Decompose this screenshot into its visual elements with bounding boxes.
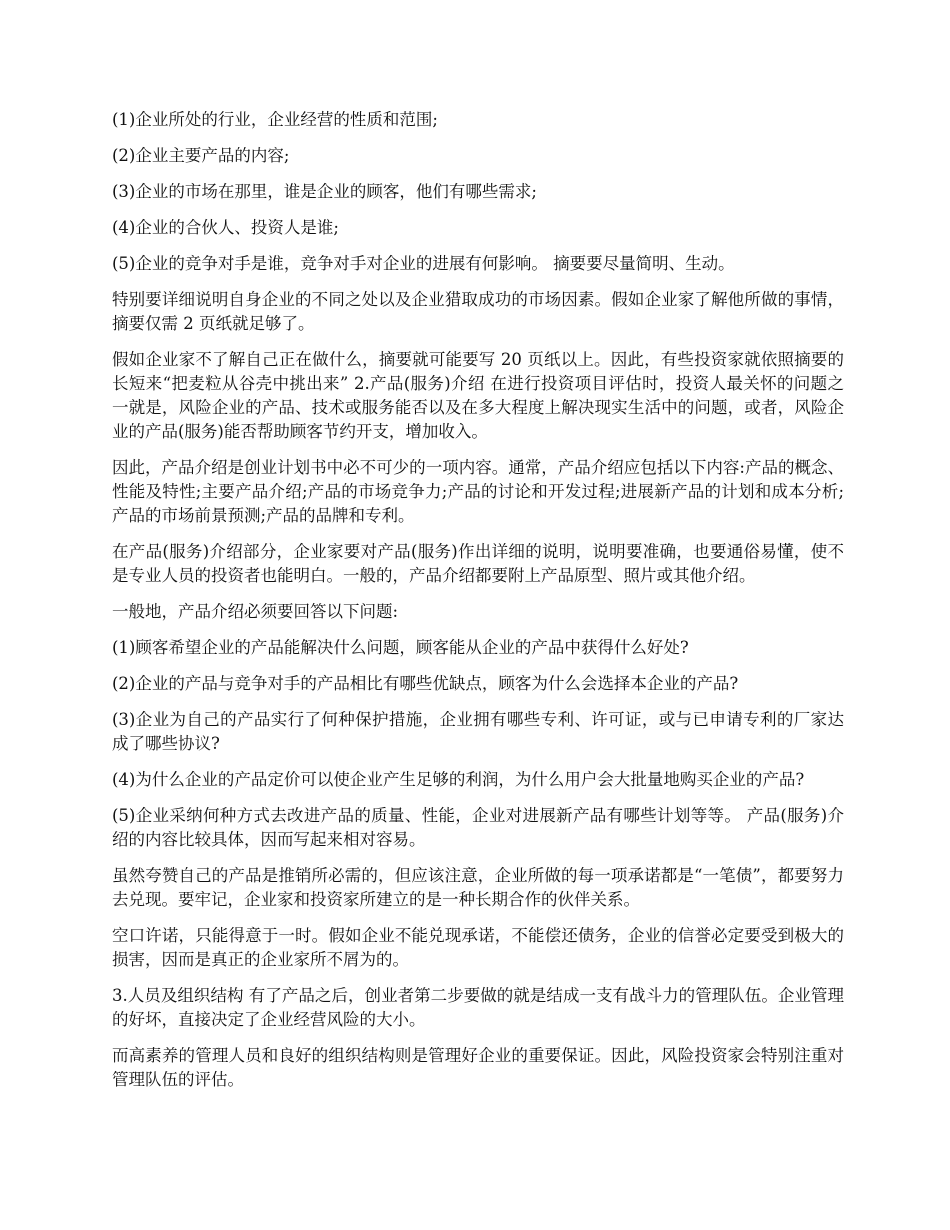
- paragraph-credibility: 空口许诺，只能得意于一时。假如企业不能兑现承诺，不能偿还债务，企业的信誉必定要受到极大的损害，因而是真正的企业家所不屑为的。: [112, 926, 844, 969]
- paragraph-item-4: (4)企业的合伙人、投资人是谁;: [112, 218, 339, 237]
- paragraph-team-structure: 3.人员及组织结构 有了产品之后，创业者第二步要做的就是结成一支有战斗力的管理队伍。企业管理的好坏，直接决定了企业经营风险的大小。: [112, 986, 844, 1029]
- question-item-3: (3)企业为自己的产品实行了何种保护措施，企业拥有哪些专利、许可证，或与已申请专利的厂家达成了哪些协议?: [112, 710, 844, 753]
- question-item-2: (2)企业的产品与竞争对手的产品相比有哪些优缺点，顾客为什么会选择本企业的产品?: [112, 674, 739, 693]
- question-item-1: (1)顾客希望企业的产品能解决什么问题，顾客能从企业的产品中获得什么好处?: [112, 638, 689, 657]
- paragraph-item-1: (1)企业所处的行业，企业经营的性质和范围;: [112, 110, 438, 129]
- paragraph-promises: 虽然夸赞自己的产品是推销所必需的，但应该注意，企业所做的每一项承诺都是“一笔债”，都要努力去兑现。要牢记，企业家和投资家所建立的是一种长期合作的伙伴关系。: [112, 866, 844, 909]
- paragraph-item-5: (5)企业的竞争对手是谁，竞争对手对企业的进展有何影响。 摘要要尽量简明、生动。: [112, 254, 735, 273]
- paragraph-product-intro-contents: 因此，产品介绍是创业计划书中必不可少的一项内容。通常，产品介绍应包括以下内容:产品的概念、性能及特性;主要产品介绍;产品的市场竞争力;产品的讨论和开发过程;进展新产品的计划和成本分析;产品的市场前景预测;产品的品牌和专利。: [112, 458, 844, 525]
- paragraph-competitive-advantage: 特别要详细说明自身企业的不同之处以及企业猎取成功的市场因素。假如企业家了解他所做的事情，摘要仅需 2 页纸就足够了。: [112, 290, 844, 333]
- question-item-5: (5)企业采纳何种方式去改进产品的质量、性能，企业对进展新产品有哪些计划等等。 产品(服务)介绍的内容比较具体，因而写起来相对容易。: [112, 806, 844, 849]
- paragraph-summary-length: 假如企业家不了解自己正在做什么，摘要就可能要写 20 页纸以上。因此，有些投资家就依照摘要的长短来“把麦粒从谷壳中挑出来” 2.产品(服务)介绍 在进行投资项目评估时，投资人最关怀的问题之一就是，风险企业的产品、技术或服务能否以及在多大程度上解决现实生活中的问题，或者，风险企业的产品(服务)能否帮助顾客节约开支，增加收入。: [112, 350, 844, 441]
- paragraph-management-evaluation: 而高素养的管理人员和良好的组织结构则是管理好企业的重要保证。因此，风险投资家会特别注重对管理队伍的评估。: [112, 1046, 844, 1089]
- paragraph-product-intro-detail: 在产品(服务)介绍部分，企业家要对产品(服务)作出详细的说明，说明要准确，也要通俗易懂，使不是专业人员的投资者也能明白。一般的，产品介绍都要附上产品原型、照片或其他介绍。: [112, 542, 844, 585]
- paragraph-questions-heading: 一般地，产品介绍必须要回答以下问题:: [112, 602, 399, 621]
- question-item-4: (4)为什么企业的产品定价可以使企业产生足够的利润，为什么用户会大批量地购买企业的产品?: [112, 770, 805, 789]
- paragraph-item-3: (3)企业的市场在那里，谁是企业的顾客，他们有哪些需求;: [112, 182, 537, 201]
- paragraph-item-2: (2)企业主要产品的内容;: [112, 146, 290, 165]
- document-page: [112, 108, 844, 1104]
